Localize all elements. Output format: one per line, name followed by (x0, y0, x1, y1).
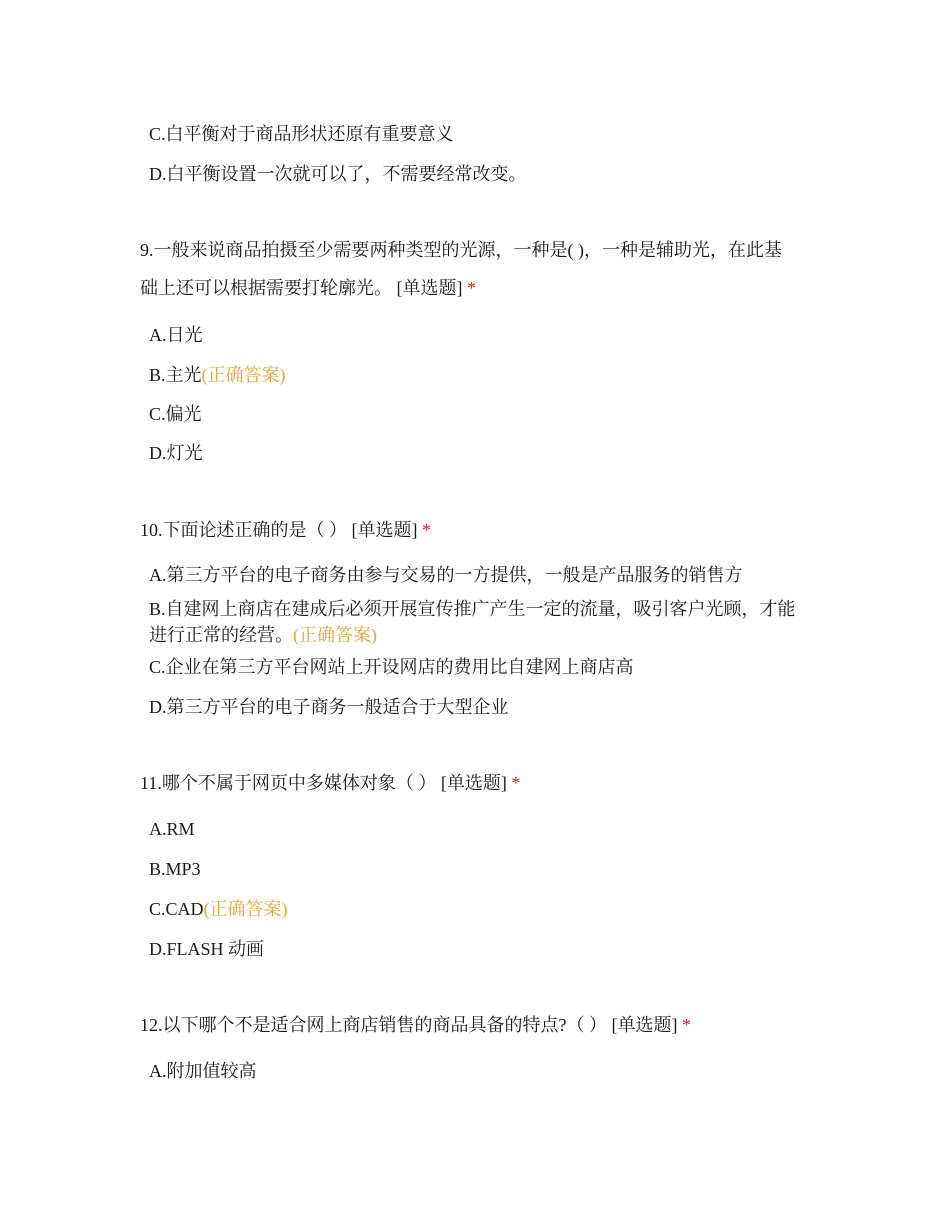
required-star: * (682, 1015, 691, 1035)
option-q8-d: D.白平衡设置一次就可以了，不需要经常改变。 (149, 164, 527, 184)
question-12-title: 12.以下哪个不是适合网上商店销售的商品具备的特点?（ ） [单选题] * (140, 1015, 691, 1035)
option-q10-d: D.第三方平台的电子商务一般适合于大型企业 (149, 697, 509, 717)
option-q11-b: B.MP3 (149, 859, 201, 879)
question-type-badge: [单选题] (351, 520, 418, 540)
question-11-title: 11.哪个不属于网页中多媒体对象（ ） [单选题] * (140, 773, 521, 793)
question-type-badge: [单选题] (396, 278, 463, 298)
required-star: * (467, 278, 476, 298)
option-q10-a: A.第三方平台的电子商务由参与交易的一方提供，一般是产品服务的销售方 (149, 565, 743, 585)
option-q10-c: C.企业在第三方平台网站上开设网店的费用比自建网上商店高 (149, 657, 634, 677)
correct-answer-marker: (正确答案) (201, 365, 286, 385)
correct-answer-marker: (正确答案) (293, 625, 377, 645)
option-q8-c: C.白平衡对于商品形状还原有重要意义 (149, 124, 454, 144)
question-10-title: 10.下面论述正确的是（ ） [单选题] * (140, 520, 431, 540)
question-9-title-cont: 础上还可以根据需要打轮廓光。 [单选题] * (140, 278, 476, 298)
option-q9-c: C.偏光 (149, 404, 202, 424)
option-q11-d: D.FLASH 动画 (149, 939, 265, 959)
question-type-badge: [单选题] (611, 1015, 678, 1035)
option-q9-d: D.灯光 (149, 443, 203, 463)
question-type-badge: [单选题] (440, 773, 507, 793)
option-q12-a: A.附加值较高 (149, 1061, 257, 1081)
option-q11-c: C.CAD(正确答案) (149, 899, 288, 919)
option-q10-b: B.自建网上商店在建成后必须开展宣传推广产生一定的流量，吸引客户光顾，才能进行正常的经营。(正确答案) (149, 599, 796, 645)
question-9-title: 9.一般来说商品拍摄至少需要两种类型的光源，一种是( )，一种是辅助光，在此基 (140, 240, 782, 260)
option-q11-a: A.RM (149, 819, 195, 839)
required-star: * (422, 520, 431, 540)
correct-answer-marker: (正确答案) (203, 899, 288, 919)
option-q9-b: B.主光(正确答案) (149, 365, 286, 385)
option-q9-a: A.日光 (149, 325, 203, 345)
required-star: * (511, 773, 521, 793)
